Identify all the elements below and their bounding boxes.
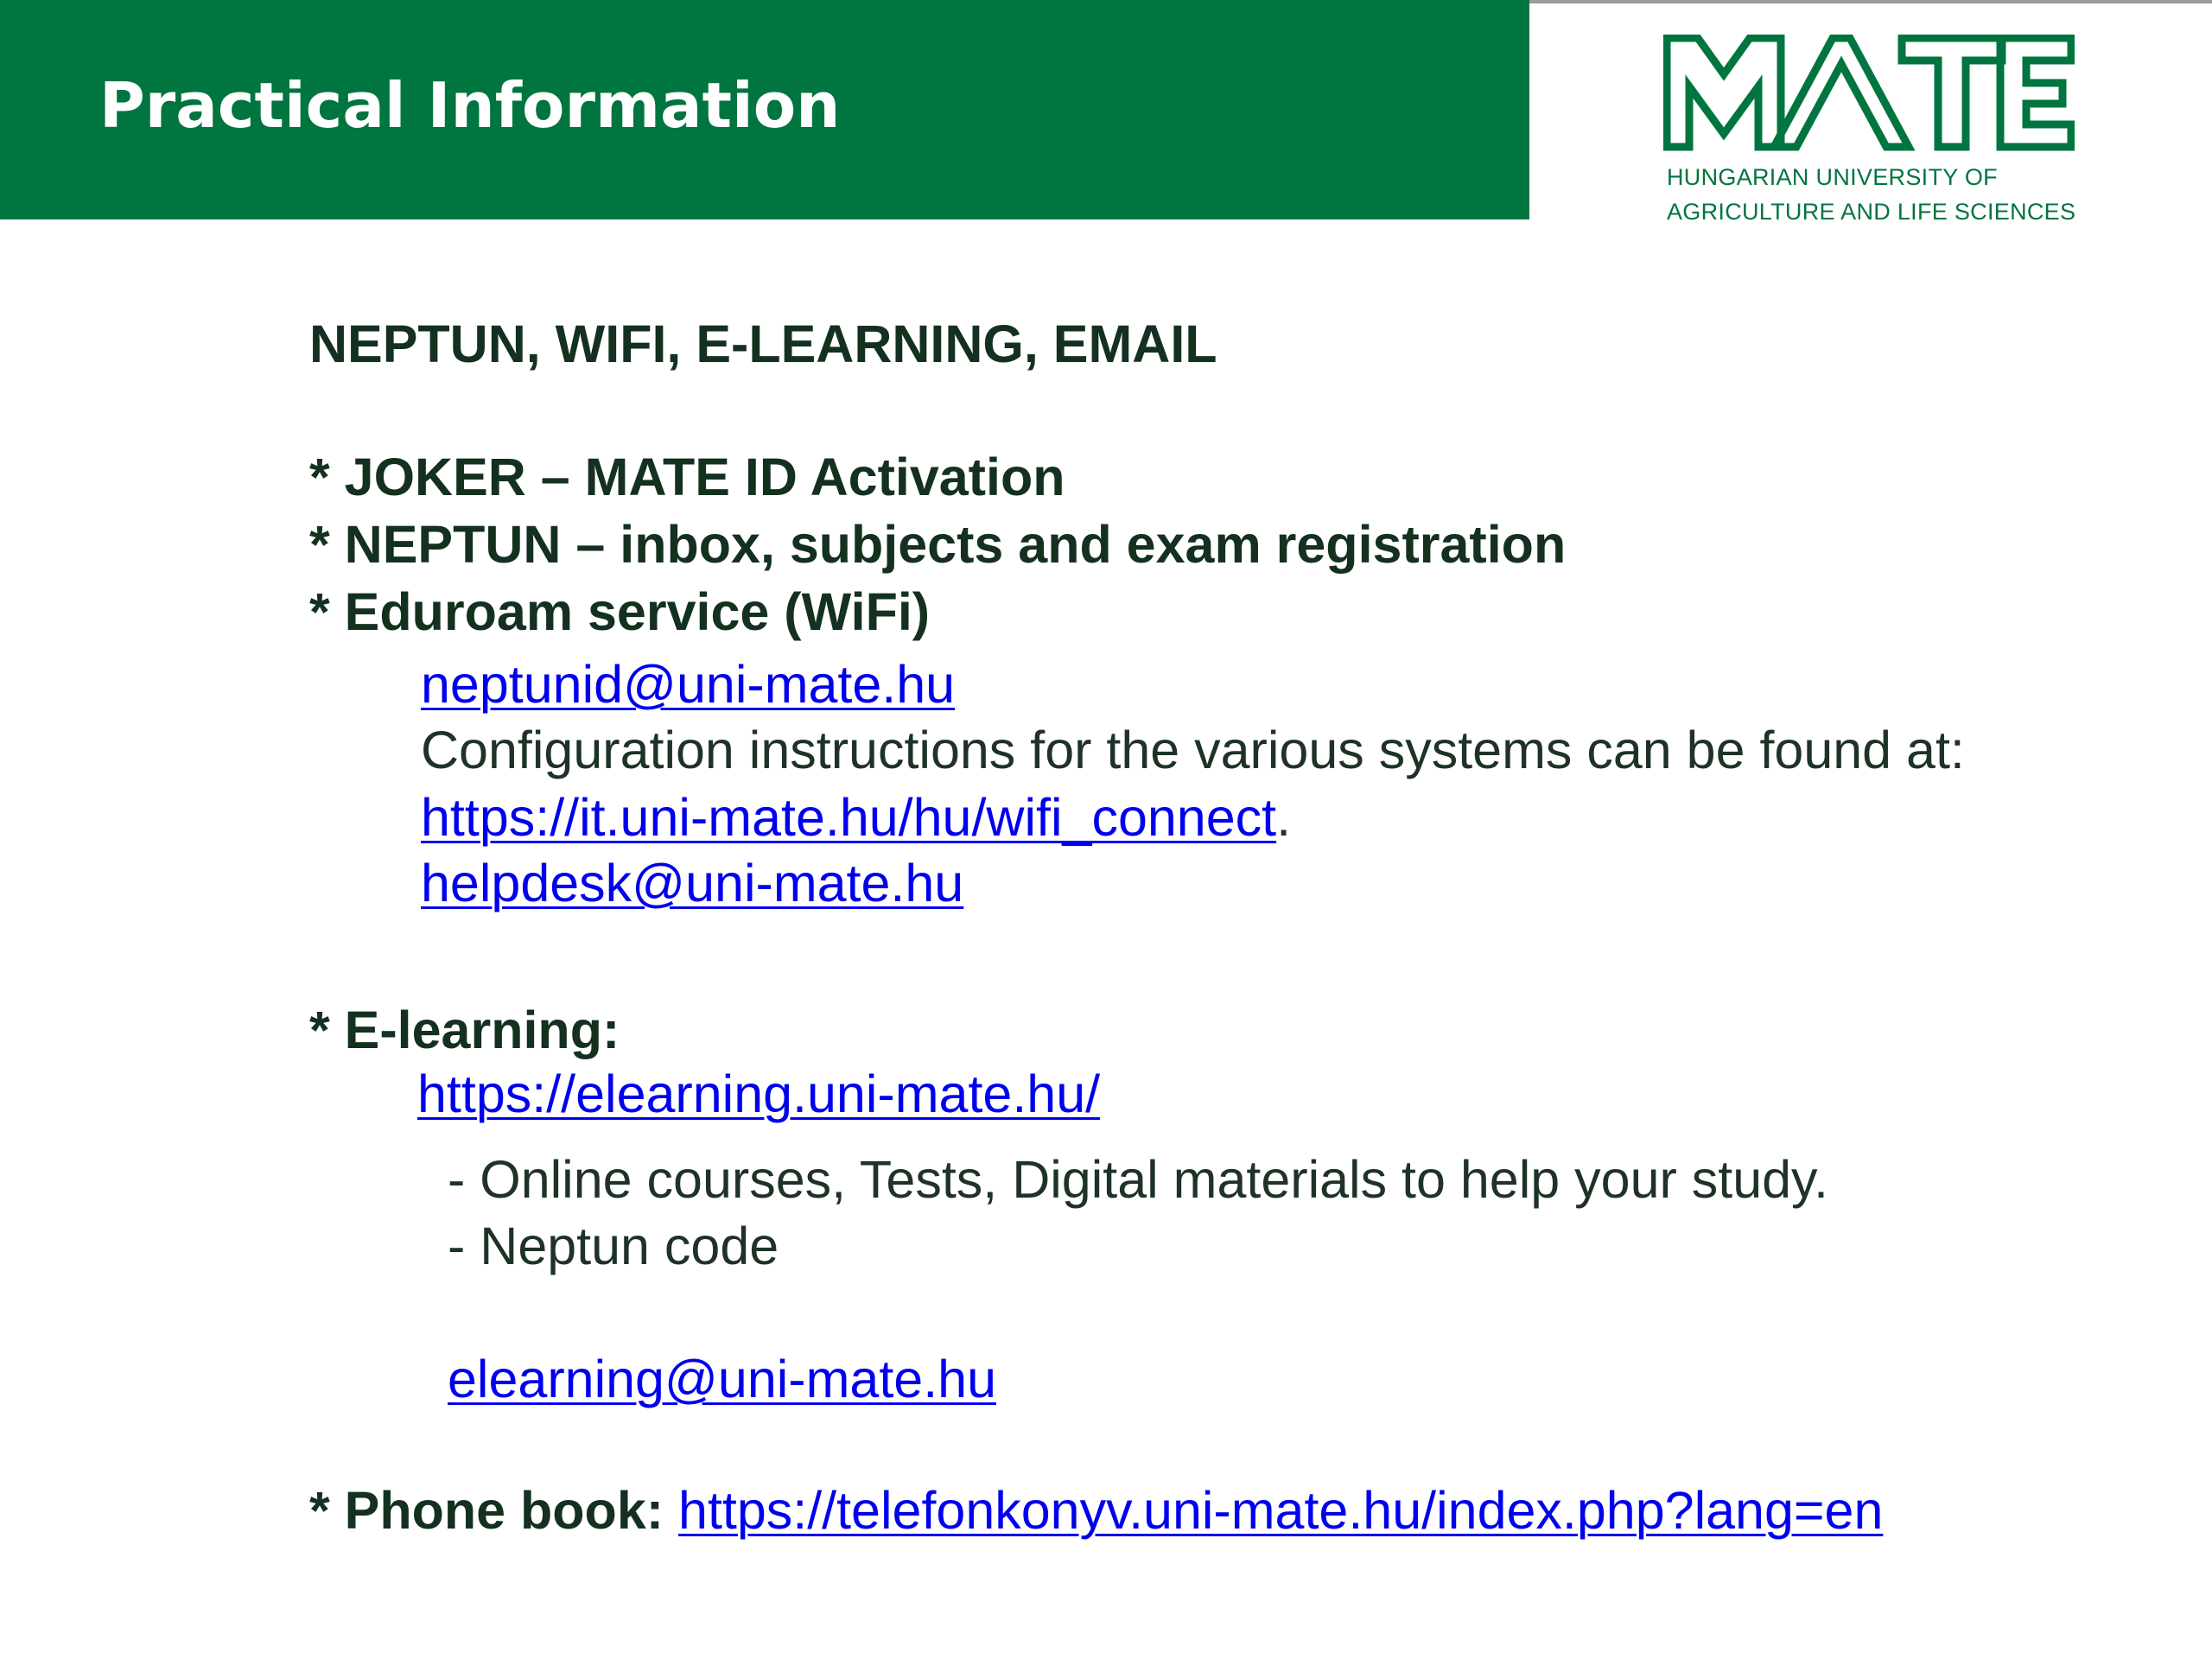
elearning-email-line xyxy=(448,1350,997,1408)
neptunid-email-line xyxy=(421,655,956,714)
phonebook-line xyxy=(309,1481,1884,1540)
config-instructions-text: Configuration instructions for the various systems can be found at: xyxy=(421,721,1965,779)
helpdesk-email-link[interactable]: helpdesk@uni-mate.hu xyxy=(421,854,964,912)
helpdesk-email-line xyxy=(421,854,964,912)
bullet-eduroam: * Eduroam service (WiFi) xyxy=(309,582,931,641)
elearning-link-line xyxy=(417,1065,1101,1123)
neptunid-email-link[interactable]: neptunid@uni-mate.hu xyxy=(421,655,956,714)
logo-subtitle-line2: AGRICULTURE AND LIFE SCIENCES xyxy=(1667,199,2076,225)
elearning-email-link[interactable]: elearning@uni-mate.hu xyxy=(448,1350,997,1408)
bullet-neptun: * NEPTUN – inbox, subjects and exam registration xyxy=(309,515,1567,574)
phonebook-link[interactable]: https://telefonkonyv.uni-mate.hu/index.php?lang=en xyxy=(678,1481,1884,1540)
elearning-item-courses: - Online courses, Tests, Digital materials to help your study. xyxy=(448,1150,1828,1209)
section-heading: NEPTUN, WIFI, E-LEARNING, EMAIL xyxy=(309,315,1217,373)
elearning-site-link[interactable]: https://elearning.uni-mate.hu/ xyxy=(417,1065,1101,1123)
page-title: Practical Information xyxy=(99,69,841,142)
wifi-link-period: . xyxy=(1276,788,1292,847)
logo-subtitle-line1: HUNGARIAN UNIVERSITY OF xyxy=(1667,164,1998,190)
bullet-joker: * JOKER – MATE ID Activation xyxy=(309,448,1065,506)
elearning-heading: * E-learning: xyxy=(309,1001,620,1059)
elearning-item-neptun-code: - Neptun code xyxy=(448,1217,779,1275)
wifi-link-line xyxy=(421,788,1292,847)
phonebook-label: * Phone book: xyxy=(309,1481,664,1540)
wifi-connect-link[interactable]: https://it.uni-mate.hu/hu/wifi_connect xyxy=(421,788,1277,847)
